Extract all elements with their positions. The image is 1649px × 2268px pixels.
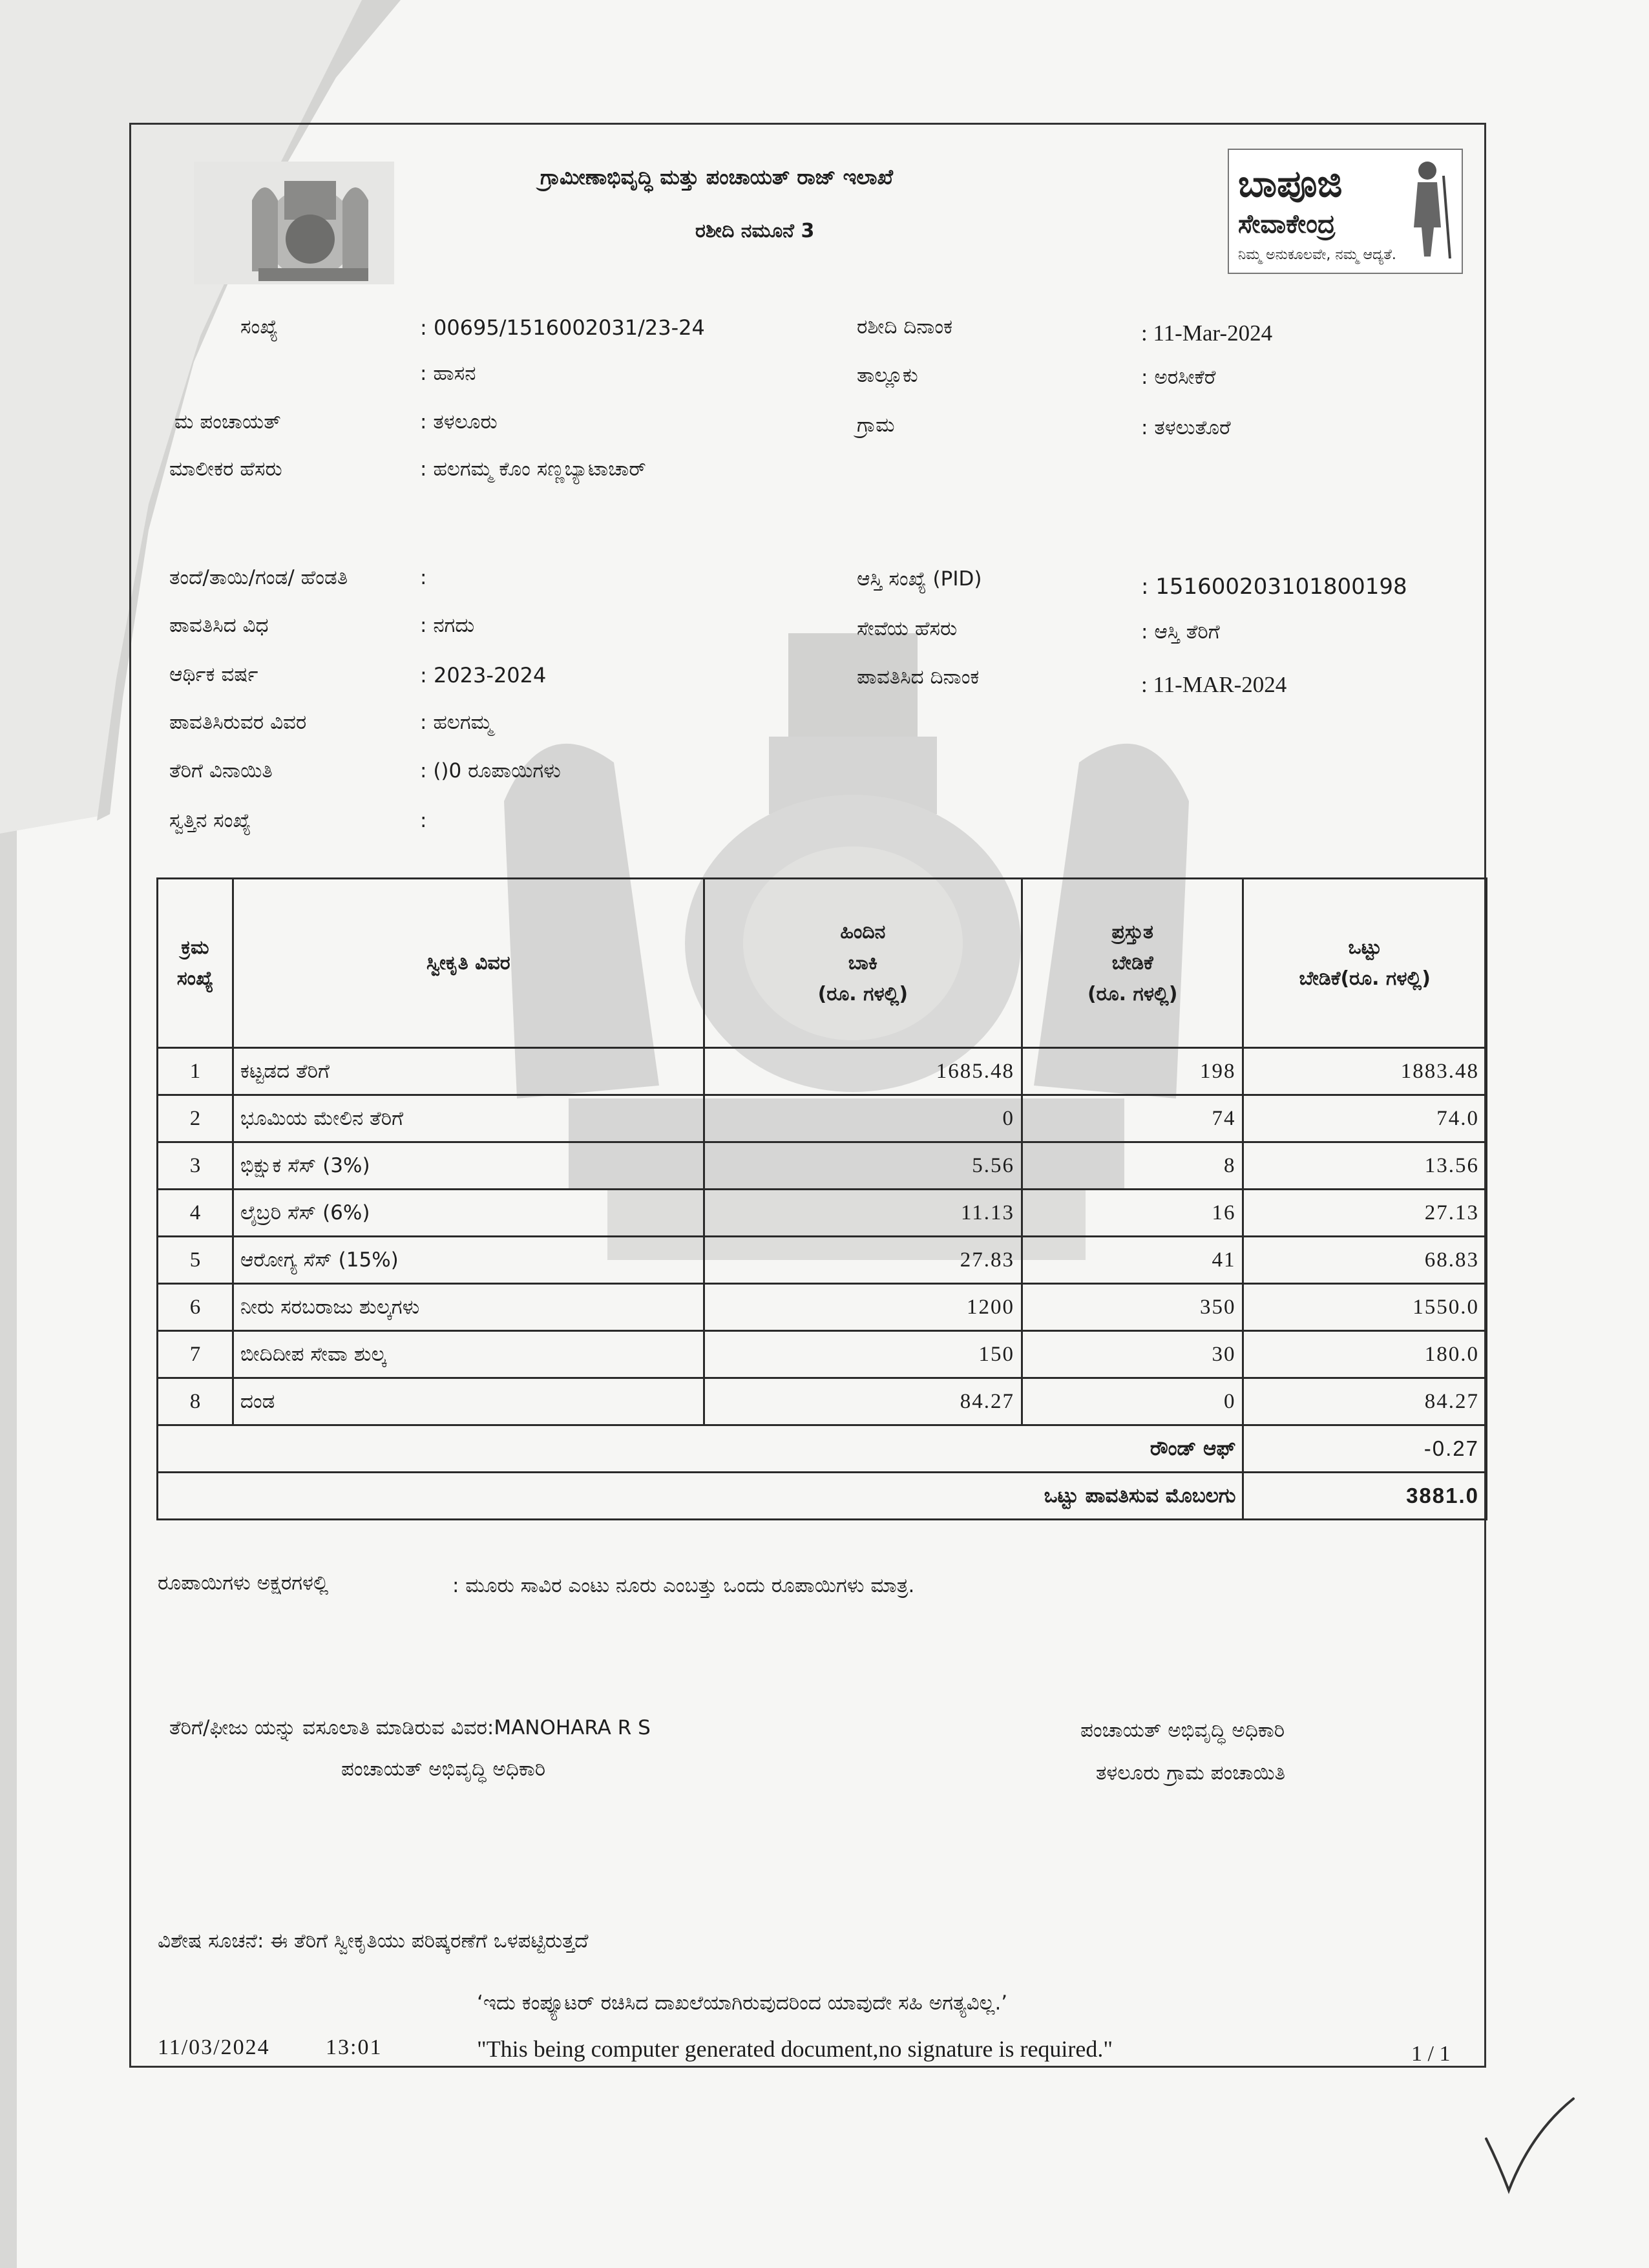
gram-panchayat-value: : ತಳಲೂರು: [420, 410, 498, 434]
department-title: ಗ್ರಾಮೀಣಾಭಿವೃದ್ಧಿ ಮತ್ತು ಪಂಚಾಯತ್ ರಾಜ್ ಇಲಾಖೆ: [540, 165, 894, 189]
village-label: ಗ್ರಾಮ: [857, 414, 895, 437]
property-number-label: ಸ್ವತ್ತಿನ ಸಂಖ್ಯೆ: [169, 809, 251, 832]
officer-panchayat: ತಳಲೂರು ಗ್ರಾಮ ಪಂಚಾಯಿತಿ: [1096, 1761, 1286, 1785]
english-footer-note: "This being computer generated document,no signature is required.": [477, 2036, 1113, 2062]
form-title: ರಶೀದಿ ನಮೂನೆ 3: [695, 220, 815, 242]
service-name-label: ಸೇವೆಯ ಹೆಸರು: [857, 617, 958, 640]
logo-subtitle: ಸೇವಾಕೇಂದ್ರ: [1238, 209, 1336, 239]
amount-words-label: ರೂಪಾಯಿಗಳು ಅಕ್ಷರಗಳಲ್ಲಿ: [158, 1571, 329, 1595]
owner-name-value: : ಹಲಗಮ್ಮ ಕೊಂ ಸಣ್ಣಬ್ಯಾಟಾಚಾರ್: [420, 457, 646, 481]
receipt-date-value: : 11-Mar-2024: [1141, 320, 1273, 346]
taluk-value: : ಅರಸೀಕೆರೆ: [1141, 366, 1216, 389]
owner-name-label: ಮಾಲೀಕರ ಹೆಸರು: [169, 457, 282, 481]
property-number-value: :: [420, 809, 427, 832]
pid-value: : 151600203101800198: [1141, 574, 1407, 600]
paid-date-label: ಪಾವತಿಸಿದ ದಿನಾಂಕ: [857, 666, 980, 689]
header-current-demand: ಪ್ರಸ್ತುತ ಬೇಡಿಕೆ (ರೂ. ಗಳಲ್ಲಿ): [1022, 879, 1243, 1048]
checkmark-icon: [1480, 2094, 1577, 2197]
payer-details-value: : ಹಲಗಮ್ಮ: [420, 711, 493, 734]
table-row: 4 ಲೈಬ್ರರಿ ಸೆಸ್ (6%) 11.13 16 27.13: [158, 1190, 1487, 1237]
grand-total-label: ಒಟ್ಟು ಪಾವತಿಸುವ ಮೊಬಲಗು: [158, 1473, 1243, 1520]
gram-panchayat-label: ಮ ಪಂಚಾಯತ್: [174, 410, 281, 434]
header-previous-due: ಹಿಂದಿನ ಬಾಕಿ (ರೂ. ಗಳಲ್ಲಿ): [704, 879, 1022, 1048]
print-time: 13:01: [326, 2035, 383, 2059]
grand-total-value: 3881.0: [1243, 1473, 1487, 1520]
header-total-demand: ಒಟ್ಟು ಬೇಡಿಕೆ(ರೂ. ಗಳಲ್ಲಿ): [1243, 879, 1487, 1048]
table-row: 3 ಭಿಕ್ಷುಕ ಸೆಸ್ (3%) 5.56 8 13.56: [158, 1142, 1487, 1190]
fee-table: [156, 877, 1487, 1520]
officer-designation: ಪಂಚಾಯತ್ ಅಭಿವೃದ್ಧಿ ಅಧಿಕಾರಿ: [1080, 1719, 1285, 1742]
round-off-label: ರೌಂಡ್ ಆಫ್: [158, 1425, 1243, 1473]
district-value: : ಹಾಸನ: [420, 362, 476, 385]
page-number: 1 / 1: [1411, 2042, 1451, 2066]
receipt-date-label: ರಶೀದಿ ದಿನಾಂಕ: [857, 315, 953, 339]
round-off-value: -0.27: [1243, 1425, 1487, 1473]
financial-year-label: ಆರ್ಥಿಕ ವರ್ಷ: [169, 663, 258, 686]
table-row: 7 ಬೀದಿದೀಪ ಸೇವಾ ಶುಲ್ಕ 150 30 180.0: [158, 1331, 1487, 1378]
receipt-number-label: ಸಂಖ್ಯೆ: [240, 315, 278, 339]
table-row: 2 ಭೂಮಿಯ ಮೇಲಿನ ತೆರಿಗೆ 0 74 74.0: [158, 1095, 1487, 1142]
table-row: 6 ನೀರು ಸರಬರಾಜು ಶುಲ್ಕಗಳು 1200 350 1550.0: [158, 1284, 1487, 1331]
relation-value: :: [420, 566, 427, 589]
collector-details: ತೆರಿಗೆ/ಫೀಜು ಯನ್ನು ವಸೂಲಾತಿ ಮಾಡಿರುವ ವಿವರ:MANOHARA R S: [169, 1716, 651, 1739]
header-description: ಸ್ವೀಕೃತಿ ವಿವರ: [233, 879, 704, 1048]
paid-date-value: : 11-MAR-2024: [1141, 672, 1287, 697]
village-value: : ತಳಲುತೊರೆ: [1141, 416, 1231, 439]
pid-label: ಆಸ್ತಿ ಸಂಖ್ಯೆ (PID): [857, 567, 982, 591]
tax-exemption-label: ತೆರಿಗೆ ವಿನಾಯಿತಿ: [169, 759, 273, 782]
collector-designation: ಪಂಚಾಯತ್ ಅಭಿವೃದ್ಧಿ ಅಧಿಕಾರಿ: [341, 1758, 546, 1781]
kannada-footer-note: ‘ಇದು ಕಂಪ್ಯೂಟರ್ ರಚಿಸಿದ ದಾಖಲೆಯಾಗಿರುವುದರಿಂದ ಯಾವುದೇ ಸಹಿ ಅಗತ್ಯವಿಲ್ಲ.’: [477, 1991, 1008, 2015]
receipt-number-value: : 00695/1516002031/23-24: [420, 315, 705, 340]
service-name-value: : ಆಸ್ತಿ ತೆರಿಗೆ: [1141, 620, 1220, 644]
table-row: 1 ಕಟ್ಟಡದ ತೆರಿಗೆ 1685.48 198 1883.48: [158, 1048, 1487, 1095]
print-date: 11/03/2024: [158, 2035, 270, 2059]
financial-year-value: : 2023-2024: [420, 663, 547, 688]
payer-details-label: ಪಾವತಿಸಿರುವರ ವಿವರ: [169, 711, 307, 734]
header-sl: ಕ್ರಮ ಸಂಖ್ಯೆ: [158, 879, 233, 1048]
round-off-row: [158, 1425, 1487, 1473]
grand-total-row: [158, 1473, 1487, 1520]
tax-exemption-value: : ()0 ರೂಪಾಯಿಗಳು: [420, 759, 561, 782]
payment-mode-label: ಪಾವತಿಸಿದ ವಿಧ: [169, 614, 269, 637]
table-header-row: [158, 879, 1487, 1048]
bapuji-logo: [1228, 149, 1463, 274]
payment-mode-value: : ನಗದು: [420, 614, 475, 637]
logo-name: ಬಾಪೂಜಿ: [1238, 162, 1343, 205]
logo-tagline: ನಿಮ್ಮ ಅನುಕೂಲವೇ, ನಮ್ಮ ಆದ್ಯತೆ.: [1238, 247, 1396, 263]
gandhi-figure-icon: [1398, 156, 1456, 260]
relation-label: ತಂದೆ/ತಾಯಿ/ಗಂಡ/ ಹೆಂಡತಿ: [169, 566, 348, 589]
special-note: ವಿಶೇಷ ಸೂಚನೆ: ಈ ತೆರಿಗೆ ಸ್ವೀಕೃತಿಯು ಪರಿಷ್ಕರಣೆಗೆ ಒಳಪಟ್ಟಿರುತ್ತದೆ: [158, 1929, 589, 1953]
table-row: 5 ಆರೋಗ್ಯ ಸೆಸ್ (15%) 27.83 41 68.83: [158, 1237, 1487, 1284]
amount-words-value: : ಮೂರು ಸಾವಿರ ಎಂಟು ನೂರು ಎಂಬತ್ತು ಒಂದು ರೂಪಾಯಿಗಳು ಮಾತ್ರ.: [452, 1574, 915, 1597]
state-emblem: [194, 162, 394, 284]
taluk-label: ತಾಲ್ಲೂಕು: [857, 364, 918, 387]
table-row: 8 ದಂಡ 84.27 0 84.27: [158, 1378, 1487, 1425]
